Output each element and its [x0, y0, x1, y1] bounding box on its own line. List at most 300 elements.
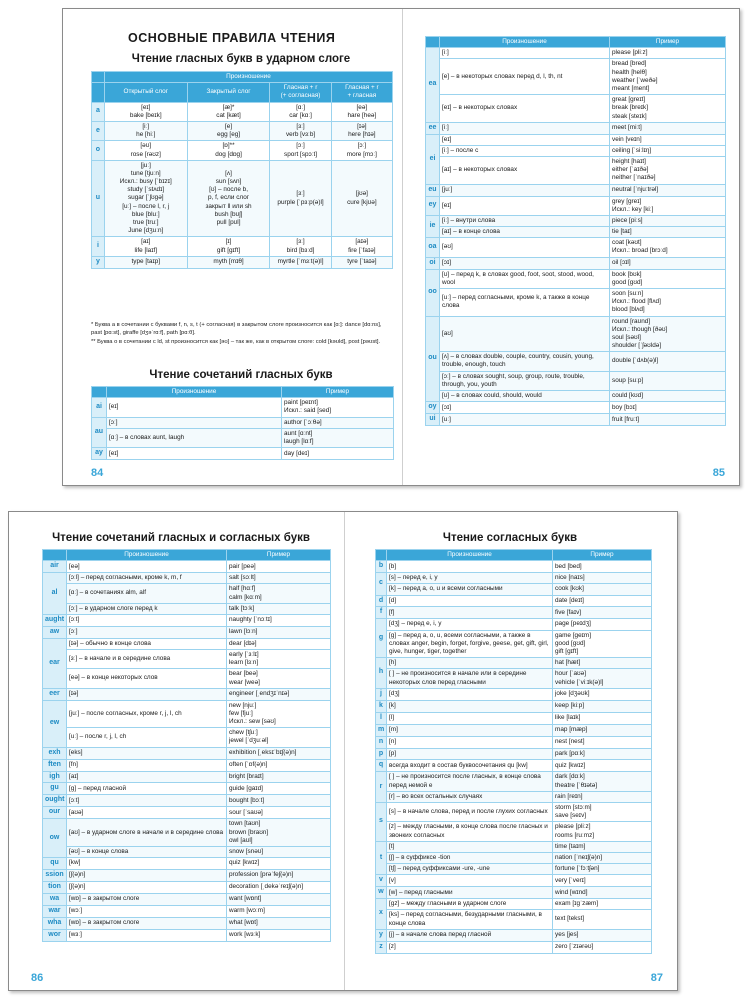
row-key: b	[376, 561, 387, 573]
cell-re: [aɪə] fire [ˈfaɪə]	[331, 237, 392, 256]
cell-example: double [ˈdʌb(ə)l]	[610, 352, 726, 371]
table-row	[43, 807, 331, 819]
cell-pronunciation: [ɔː]	[67, 626, 227, 638]
cell-open: [əʊ] rose [rəʊz]	[104, 141, 187, 160]
table-row	[43, 882, 331, 894]
footnote-o: ** Буква o в сочетании с ld, st произносится как [əʊ] – так же, как в открытом слоге: cold [kəʊld], post [pəʊst].	[91, 339, 381, 345]
row-key: oa	[426, 238, 440, 257]
row-key: r	[376, 772, 387, 803]
row-key: ea	[426, 48, 440, 123]
cell-pronunciation: [ɔː] – в словах sought, soup, group, route, trouble, through, you, youth	[440, 371, 610, 390]
table-row	[376, 822, 652, 841]
cell-pronunciation: [aʊə]	[67, 807, 227, 819]
cell-pronunciation: [aɪ] – в конце слова	[440, 227, 610, 238]
cell-pronunciation: [eɪ]	[107, 398, 282, 417]
cell-pronunciation: [wɜː]	[67, 929, 227, 941]
cell-example: like [laɪk]	[553, 712, 652, 724]
row-key: e	[92, 121, 105, 140]
cell-re: tyre [ˈtaɪə]	[331, 256, 392, 268]
cell-example: map [mæp]	[553, 724, 652, 736]
row-key: aught	[43, 614, 67, 626]
cell-closed: myth [mɪθ]	[187, 256, 270, 268]
cell-pronunciation: [g] – перед гласной	[67, 783, 227, 795]
table-row	[43, 819, 331, 847]
table-row	[43, 561, 331, 573]
vowel-combo-table-cont	[425, 36, 726, 426]
row-key: j	[376, 688, 387, 700]
cell-pronunciation: [t]	[387, 841, 553, 852]
cell-pronunciation: [eə]	[67, 561, 227, 573]
cell-pronunciation: [eks]	[67, 747, 227, 759]
table-row	[376, 688, 652, 700]
section-title-vowel-combos: Чтение сочетаний гласных букв	[149, 369, 333, 381]
col-header-pronunciation: Произношение	[440, 37, 610, 48]
cell-example: fortune [ˈfɔːtʃən]	[553, 864, 652, 875]
table-row	[376, 760, 652, 772]
cell-closed: [ɒ]** dog [dɒg]	[187, 141, 270, 160]
cell-example: bear [beə] wear [weə]	[227, 669, 331, 688]
table-row	[426, 184, 726, 196]
cell-pronunciation: [ɔɪ]	[440, 402, 610, 414]
table-row	[426, 391, 726, 402]
cell-example: naughty [ˈnɔːtɪ]	[227, 614, 331, 626]
table-row	[426, 402, 726, 414]
cell-example: bright [braɪt]	[227, 771, 331, 783]
table-row	[43, 728, 331, 747]
row-key: eer	[43, 688, 67, 700]
cell-r: [ɜː] verb [vɜːb]	[270, 121, 331, 140]
cell-example: early [ˈɜːlɪ] learn [lɜːn]	[227, 649, 331, 668]
table-row	[426, 288, 726, 316]
cell-example: what [wɒt]	[227, 917, 331, 929]
row-key: igh	[43, 771, 67, 783]
cell-pronunciation: [s] – перед e, i, y	[387, 573, 553, 584]
cell-example: quiz [kwɪz]	[553, 760, 652, 772]
cell-pronunciation: [wɒ] – в закрытом слоге	[67, 917, 227, 929]
table-row	[376, 630, 652, 658]
cell-pronunciation: [ɔː]	[107, 417, 282, 428]
cell-pronunciation: [uː]	[440, 414, 610, 426]
table-row	[43, 783, 331, 795]
table-row	[376, 748, 652, 760]
row-key: tion	[43, 882, 67, 894]
cell-example: height [haɪt] either [ˈaɪðə] neither [ˈnaɪðə]	[610, 157, 726, 185]
row-key: c	[376, 573, 387, 595]
cell-example: vein [veɪn]	[610, 134, 726, 145]
cell-example: often [ˈɒf(ə)n]	[227, 759, 331, 771]
row-key: al	[43, 573, 67, 615]
table-row	[92, 121, 393, 140]
cell-example: soon [suːn] Искл.: flood [flʌd] blood [blʌd]	[610, 288, 726, 316]
page-85	[403, 9, 741, 485]
row-key: eu	[426, 184, 440, 196]
cell-pronunciation: [ɔːt]	[67, 795, 227, 807]
cell-example: cook [kʊk]	[553, 584, 652, 595]
table-row	[43, 603, 331, 614]
cell-example: snow [snəʊ]	[227, 846, 331, 857]
cell-r: [ɜː] purple [ˈpɜːp(ə)l]	[270, 160, 331, 237]
table-row	[92, 160, 393, 237]
cell-example: very [ˈverɪ]	[553, 875, 652, 887]
page-number: 86	[31, 972, 44, 984]
table-row	[376, 573, 652, 584]
cell-example: exam [ɪgˈzæm]	[553, 899, 652, 910]
row-key: ey	[426, 196, 440, 215]
row-key: ought	[43, 795, 67, 807]
cell-r: [ɜː] bird [bɜːd]	[270, 237, 331, 256]
footnote-a: * Буква a в сочетании с буквами f, n, s, t (+ согласная) в закрытом слоге произносится как [ɑː]: dance [dɑːns], past [pɑːst], giraffe [dʒəˈrɑːf], path [pɑːθ].	[91, 322, 382, 336]
table-row	[376, 669, 652, 688]
cell-pronunciation: [wɔː]	[67, 905, 227, 917]
consonant-table	[375, 549, 652, 954]
cell-example: fruit [fruːt]	[610, 414, 726, 426]
cell-example: half [hɑːf] calm [kɑːm]	[227, 584, 331, 603]
cell-example: salt [sɔːlt]	[227, 573, 331, 584]
row-key: au	[92, 417, 107, 448]
cell-example: round [raʊnd] Искл.: though [ðəʊ] soul [səʊl] shoulder [ˈʃəʊldə]	[610, 316, 726, 352]
row-key: ear	[43, 638, 67, 688]
cell-example: text [tekst]	[553, 910, 652, 929]
row-key: v	[376, 875, 387, 887]
cell-pronunciation: [ɔɪ]	[440, 257, 610, 269]
row-key: m	[376, 724, 387, 736]
cell-r: myrtle [ˈmɜːt(ə)l]	[270, 256, 331, 268]
cell-open: type [taɪp]	[104, 256, 187, 268]
table-row	[376, 875, 652, 887]
table-row	[426, 316, 726, 352]
cell-pronunciation: [ʃ(ə)n]	[67, 870, 227, 882]
table-row	[426, 59, 726, 95]
cell-pronunciation: [ʃ(ə)n]	[67, 882, 227, 894]
row-key: ou	[426, 316, 440, 402]
cell-example: day [deɪ]	[282, 448, 394, 460]
table-row	[43, 795, 331, 807]
table-row	[43, 858, 331, 870]
col-header-pronunciation: Произношение	[387, 550, 553, 561]
table-row	[426, 48, 726, 59]
table-row	[43, 917, 331, 929]
table-row	[43, 649, 331, 668]
cell-pronunciation: [eə] – в конце некоторых слов	[67, 669, 227, 688]
table-row	[43, 638, 331, 649]
row-key: aw	[43, 626, 67, 638]
table-row	[43, 846, 331, 857]
cell-pronunciation: [eɪ]	[440, 196, 610, 215]
cell-pronunciation: [v]	[387, 875, 553, 887]
cell-pronunciation: [g] – перед a, o, u, всеми согласными, а также в словах anger, begin, forget, forgive, geese, get, gift, girl, give, hunger, tiger, together	[387, 630, 553, 658]
page-84	[63, 9, 402, 485]
cell-example: piece [piːs]	[610, 215, 726, 226]
row-key: q	[376, 760, 387, 772]
row-key: i	[92, 237, 105, 256]
table-row	[376, 852, 652, 863]
spread-pages-86-87	[8, 511, 678, 991]
cell-example: lawn [lɔːn]	[227, 626, 331, 638]
cell-pronunciation: [juː]	[440, 184, 610, 196]
cell-example: hat [hæt]	[553, 658, 652, 669]
cell-example: time [taɪm]	[553, 841, 652, 852]
table-row	[376, 791, 652, 802]
cell-example: joke [dʒəʊk]	[553, 688, 652, 700]
cell-pronunciation: [tʃ] – перед суффиксами -ure, -une	[387, 864, 553, 875]
cell-pronunciation: [kw]	[67, 858, 227, 870]
row-key: l	[376, 712, 387, 724]
row-key: wha	[43, 917, 67, 929]
row-key: u	[92, 160, 105, 237]
section-title-vowels: Чтение гласных букв в ударном слоге	[131, 53, 351, 65]
cell-pronunciation: [ks] – перед согласными, безударными гласными, в конце слова	[387, 910, 553, 929]
row-key: s	[376, 802, 387, 841]
cell-example: yes [jes]	[553, 929, 652, 941]
row-key: z	[376, 941, 387, 953]
row-key: ei	[426, 134, 440, 184]
cell-example: quiz [kwɪz]	[227, 858, 331, 870]
cell-example: bed [bed]	[553, 561, 652, 573]
row-key: y	[92, 256, 105, 268]
row-key: wor	[43, 929, 67, 941]
cell-pronunciation: [ ] – не произносится после гласных, в конце слова перед немой e	[387, 772, 553, 791]
col-header-pronunciation: Произношение	[104, 72, 392, 83]
cell-r: [ɔː] sport [spɔːt]	[270, 141, 331, 160]
cell-example: game [geɪm] good [gʊd] gift [gɪft]	[553, 630, 652, 658]
cell-example: sour [ˈsaʊə]	[227, 807, 331, 819]
cell-example: storm [stɔːm] save [seɪv]	[553, 802, 652, 821]
cell-pronunciation: [l]	[387, 712, 553, 724]
cell-example: please [pliːz]	[610, 48, 726, 59]
table-row	[43, 747, 331, 759]
table-row	[376, 584, 652, 595]
cell-closed: [e] egg [eg]	[187, 121, 270, 140]
table-row	[92, 417, 394, 428]
cell-pronunciation: [ɪə]	[67, 688, 227, 700]
row-key: gu	[43, 783, 67, 795]
cell-example: paint [peɪnt] Искл.: said [sed]	[282, 398, 394, 417]
row-key: oy	[426, 402, 440, 414]
table-row	[376, 658, 652, 669]
table-row	[376, 802, 652, 821]
col-header-vowel-r-vowel: Гласная + r + гласная	[331, 83, 392, 102]
table-row	[376, 561, 652, 573]
page-87	[345, 512, 679, 990]
table-row	[43, 893, 331, 905]
cell-example: chew [tʃuː] jewel [ˈdʒuːəl]	[227, 728, 331, 747]
cell-example: wind [wɪnd]	[553, 887, 652, 899]
row-key: wa	[43, 893, 67, 905]
cell-example: soup [suːp]	[610, 371, 726, 390]
table-row	[376, 899, 652, 910]
table-row	[426, 238, 726, 257]
cell-example: boy [bɔɪ]	[610, 402, 726, 414]
cell-example: nation [ˈneɪʃ(ə)n]	[553, 852, 652, 863]
cell-example: aunt [ɑːnt] laugh [lɑːf]	[282, 428, 394, 447]
row-key: our	[43, 807, 67, 819]
cell-pronunciation: [ʊ] – перед k, в словах good, foot, soot, stood, wood, wool	[440, 269, 610, 288]
row-key: ai	[92, 398, 107, 417]
col-header-closed: Закрытый слог	[187, 83, 270, 102]
table-row	[426, 414, 726, 426]
page-number: 85	[712, 467, 725, 479]
cell-example: pair [peə]	[227, 561, 331, 573]
vowel-combo-table	[91, 386, 394, 460]
cell-pronunciation: [b]	[387, 561, 553, 573]
cell-example: nest [nest]	[553, 736, 652, 748]
col-header-pronunciation: Произношение	[107, 387, 282, 398]
cell-example: guide [gaɪd]	[227, 783, 331, 795]
cell-re: [jʊə] cure [kjʊə]	[331, 160, 392, 237]
table-row	[426, 145, 726, 156]
cell-pronunciation: [ɔː] – в ударном слоге перед k	[67, 603, 227, 614]
table-row	[43, 573, 331, 584]
cell-example: neutral [ˈnjuːtrəl]	[610, 184, 726, 196]
row-key: ew	[43, 700, 67, 747]
cell-example: want [wɒnt]	[227, 893, 331, 905]
col-header-pronunciation: Произношение	[67, 550, 227, 561]
table-row	[376, 724, 652, 736]
cell-pronunciation: [h]	[387, 658, 553, 669]
cell-pronunciation: [dʒ] – перед e, i, y	[387, 619, 553, 630]
table-row	[376, 864, 652, 875]
cell-example: hour [ˈaʊə] vehicle [ˈviːɪk(ə)l]	[553, 669, 652, 688]
row-key: d	[376, 595, 387, 607]
vowel-consonant-combo-table	[42, 549, 331, 942]
row-key: ui	[426, 414, 440, 426]
table-row	[43, 700, 331, 728]
cell-example: five [faɪv]	[553, 607, 652, 619]
row-key: ie	[426, 215, 440, 237]
cell-example: tie [taɪ]	[610, 227, 726, 238]
row-key: h	[376, 658, 387, 689]
cell-pronunciation: [dʒ]	[387, 688, 553, 700]
table-row	[43, 584, 331, 603]
cell-pronunciation: [eɪ] – в некоторых словах	[440, 95, 610, 123]
cell-pronunciation: [d]	[387, 595, 553, 607]
row-key: ow	[43, 819, 67, 858]
table-row	[92, 102, 393, 121]
row-key: ay	[92, 448, 107, 460]
cell-example: warm [wɔːm]	[227, 905, 331, 917]
page-number: 84	[91, 467, 104, 479]
cell-example: decoration [ˌdekəˈreɪʃ(ə)n]	[227, 882, 331, 894]
table-row	[426, 215, 726, 226]
table-row	[43, 771, 331, 783]
table-row	[376, 607, 652, 619]
table-row	[43, 759, 331, 771]
row-key: qu	[43, 858, 67, 870]
row-key: air	[43, 561, 67, 573]
page-86	[9, 512, 344, 990]
cell-example: rain [reɪn]	[553, 791, 652, 802]
table-row	[426, 122, 726, 134]
spread-pages-84-85	[62, 8, 740, 486]
cell-pronunciation: [m]	[387, 724, 553, 736]
table-row	[376, 619, 652, 630]
table-row	[376, 712, 652, 724]
cell-pronunciation: [s] – в начале слова, перед и после глухих согласных	[387, 802, 553, 821]
cell-pronunciation: [əʊ] – в конце слова	[67, 846, 227, 857]
table-row	[43, 688, 331, 700]
cell-example: book [bʊk] good [gʊd]	[610, 269, 726, 288]
row-key: y	[376, 929, 387, 941]
row-key: oo	[426, 269, 440, 316]
col-header-example: Пример	[610, 37, 726, 48]
row-key: war	[43, 905, 67, 917]
table-row	[426, 352, 726, 371]
cell-pronunciation: [ʊ] – в словах could, should, would	[440, 391, 610, 402]
cell-pronunciation: [wɒ] – в закрытом слоге	[67, 893, 227, 905]
cell-pronunciation: [aʊ] – в ударном слоге в начале и в середине слова	[67, 819, 227, 847]
table-row	[376, 595, 652, 607]
cell-pronunciation: [ɑː] – в словах aunt, laugh	[107, 428, 282, 447]
table-row	[426, 371, 726, 390]
row-key: p	[376, 748, 387, 760]
cell-example: nice [naɪs]	[553, 573, 652, 584]
table-row	[92, 141, 393, 160]
cell-example: engineer [ˌendʒɪˈnɪə]	[227, 688, 331, 700]
cell-example: oil [ɔɪl]	[610, 257, 726, 269]
cell-pronunciation: [w] – перед гласными	[387, 887, 553, 899]
page-title: Чтение согласных букв	[442, 532, 578, 544]
table-row	[426, 269, 726, 288]
cell-pronunciation: [j] – в начале слова перед гласной	[387, 929, 553, 941]
table-row	[376, 887, 652, 899]
table-row	[376, 841, 652, 852]
row-key: n	[376, 736, 387, 748]
cell-pronunciation: [ʃ] – в суффиксе -tion	[387, 852, 553, 863]
table-row	[426, 157, 726, 185]
cell-example: talk [tɔːk]	[227, 603, 331, 614]
cell-example: bread [bred] health [helθ] weather [ˈweðə] meant [ment]	[610, 59, 726, 95]
cell-pronunciation: [əʊ]	[440, 238, 610, 257]
row-key: exh	[43, 747, 67, 759]
col-header-example: Пример	[553, 550, 652, 561]
col-header-vowel-r: Гласная + r (+ согласная)	[270, 83, 331, 102]
cell-pronunciation: [aʊ]	[440, 316, 610, 352]
col-header-example: Пример	[282, 387, 394, 398]
cell-pronunciation: [eɪ]	[107, 448, 282, 460]
cell-pronunciation: [f]	[387, 607, 553, 619]
cell-re: [ɪə] here [hɪə]	[331, 121, 392, 140]
cell-pronunciation: [r] – во всех остальных случаях	[387, 791, 553, 802]
table-row	[426, 257, 726, 269]
cell-pronunciation: [ɪə] – обычно в конце слова	[67, 638, 227, 649]
cell-re: [ɔː] more [mɔː]	[331, 141, 392, 160]
cell-example: profession [prəˈfeʃ(ə)n]	[227, 870, 331, 882]
cell-open: [aɪ] life [laɪf]	[104, 237, 187, 256]
table-row	[43, 669, 331, 688]
table-row	[376, 736, 652, 748]
cell-example: could [kʊd]	[610, 391, 726, 402]
table-row	[92, 256, 393, 268]
cell-pronunciation: [k]	[387, 700, 553, 712]
vowel-table	[91, 71, 393, 269]
cell-pronunciation: [z]	[387, 941, 553, 953]
row-key: oi	[426, 257, 440, 269]
cell-pronunciation: [k] – перед a, o, u и всеми согласными	[387, 584, 553, 595]
cell-pronunciation: [aɪ] – в некоторых словах	[440, 157, 610, 185]
cell-open: [iː] he [hiː]	[104, 121, 187, 140]
row-key: x	[376, 899, 387, 930]
table-row	[43, 614, 331, 626]
row-key: f	[376, 607, 387, 619]
cell-pronunciation: [p]	[387, 748, 553, 760]
cell-example: meet [miːt]	[610, 122, 726, 134]
table-row	[92, 237, 393, 256]
cell-re: [eə] hare [heə]	[331, 102, 392, 121]
cell-pronunciation: [aɪ]	[67, 771, 227, 783]
table-row	[92, 448, 394, 460]
row-key: k	[376, 700, 387, 712]
table-row	[43, 870, 331, 882]
